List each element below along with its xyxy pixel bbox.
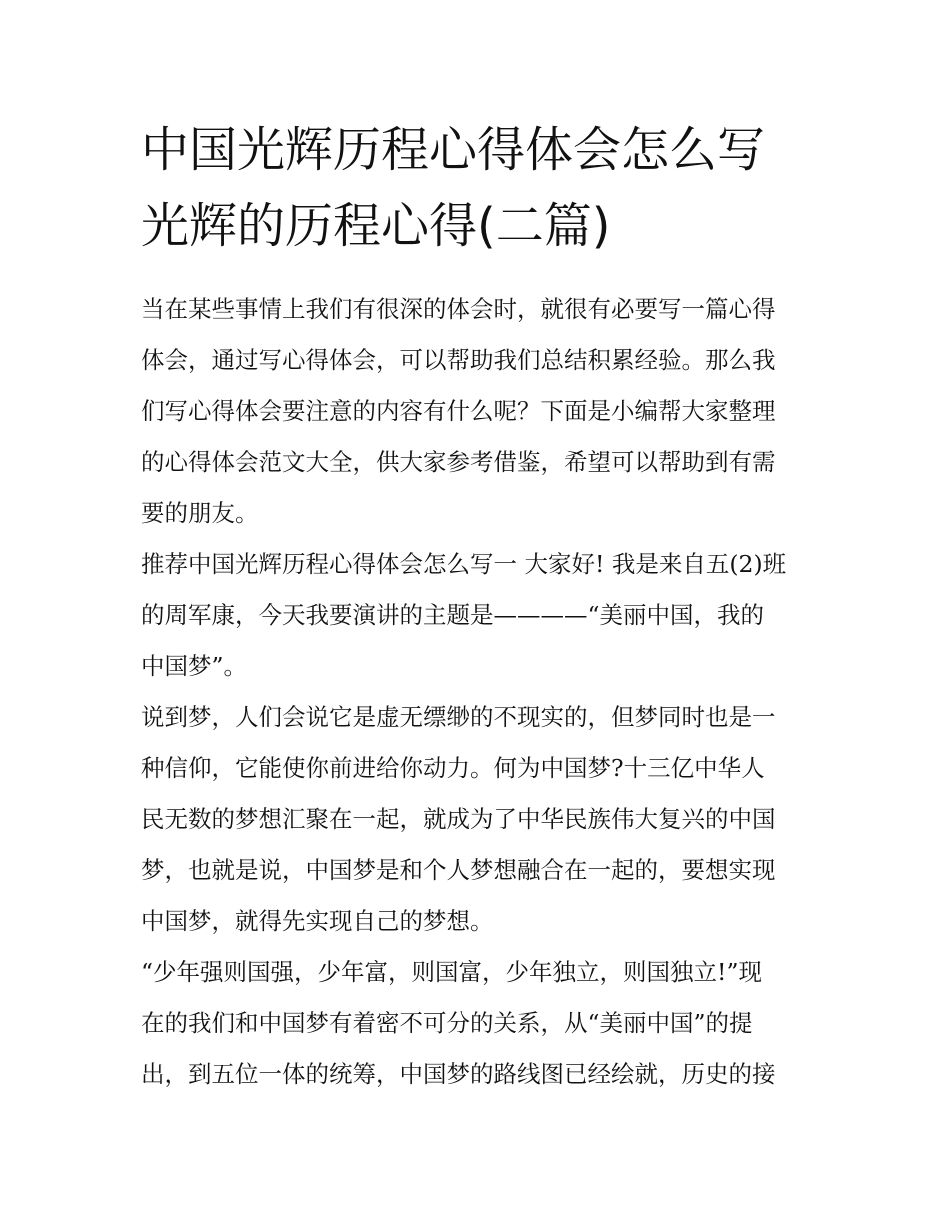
text-line: 当在某些事情上我们有很深的体会时，就很有必要写一篇心得 [141,295,776,323]
text-line: 们写心得体会要注意的内容有什么呢？下面是小编帮大家整理 [141,397,776,425]
title-line: 光辉的历程心得(二篇) [141,198,611,254]
text-line: 中国梦”。 [141,652,248,680]
text-line: 体会，通过写心得体会，可以帮助我们总结积累经验。那么我 [141,346,776,374]
paragraph-dream [141,692,813,947]
text-line: 种信仰，它能使你前进给你动力。何为中国梦?十三亿中华人 [141,754,765,782]
text-line: 梦，也就是说，中国梦是和个人梦想融合在一起的，要想实现 [141,856,776,884]
text-line: 的周军康，今天我要演讲的主题是————“美丽中国，我的 [141,601,765,629]
paragraph-intro [141,284,813,539]
text-line: 中国梦，就得先实现自己的梦想。 [141,907,494,935]
text-line: 在的我们和中国梦有着密不可分的关系，从“美丽中国”的提 [141,1009,753,1037]
title-line: 中国光辉历程心得体会怎么写 [141,122,766,178]
document-content [141,112,813,1100]
text-line: 说到梦，人们会说它是虚无缥缈的不现实的，但梦同时也是一 [141,703,776,731]
text-line: 推荐中国光辉历程心得体会怎么写一 大家好! 我是来自五(2)班 [141,550,787,578]
text-line: 的心得体会范文大全，供大家参考借鉴，希望可以帮助到有需 [141,448,776,476]
paragraph-youth [141,947,813,1100]
text-line: 出，到五位一体的统筹，中国梦的路线图已经绘就，历史的接 [141,1060,776,1088]
text-line: 民无数的梦想汇聚在一起，就成为了中华民族伟大复兴的中国 [141,805,776,833]
text-line: “少年强则国强，少年富，则国富，少年独立，则国独立!”现 [141,958,762,986]
document-title [141,112,813,264]
text-line: 要的朋友。 [141,499,259,527]
paragraph-recommendation [141,539,813,692]
